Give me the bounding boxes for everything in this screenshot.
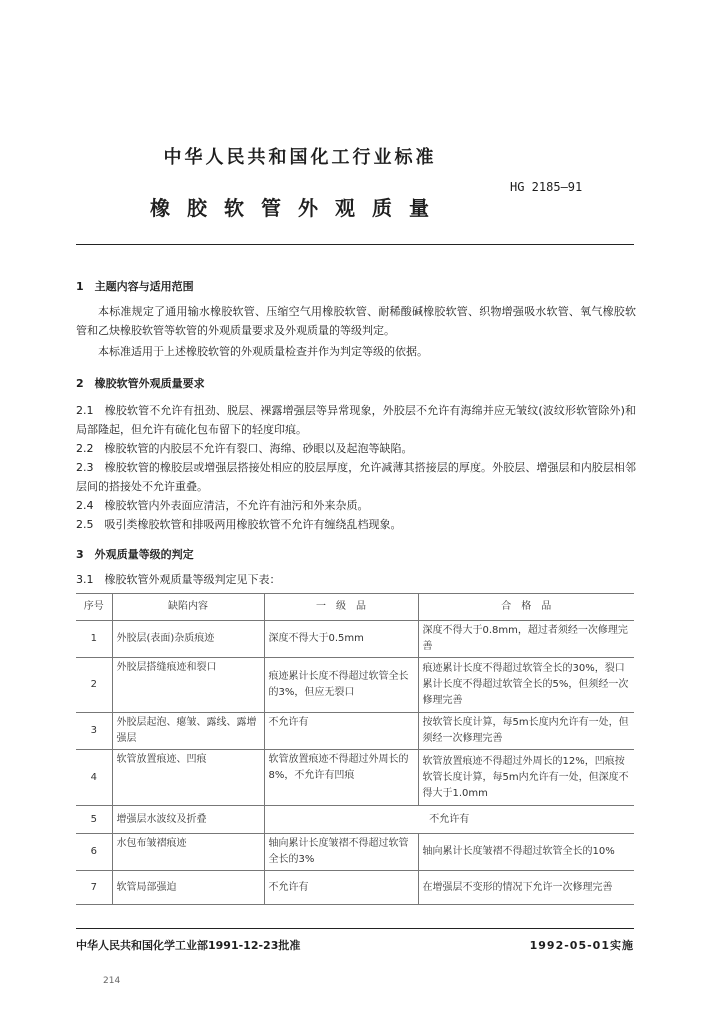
clause-2-3: 2.3 橡胶软管的橡胶层或增强层搭接处相应的胶层厚度，允许减薄其搭接层的厚度。外胶层、增强层和内胶层相邻层间的搭接处不允许重叠。 [76,461,636,493]
header-first-grade: 一 级 品 [264,594,418,621]
row-first-grade: 不允许有 [264,713,418,750]
row-defect: 水包布皱褶痕迹 [112,834,264,871]
section-1-paragraph-1: 本标准规定了通用输水橡胶软管、压缩空气用橡胶软管、耐稀酸碱橡胶软管、织物增强吸水软管、氧气橡胶软管和乙炔橡胶软管等软管的外观质量要求及外观质量的等级判定。 [76,305,636,337]
row-first-grade: 深度不得大于0.5mm [264,621,418,658]
table-row [76,621,634,658]
implementation-date: 1992-05-01实施 [529,939,634,952]
row-qualified: 深度不得大于0.8mm，超过者须经一次修理完善 [418,621,634,658]
approval-line: 中华人民共和国化学工业部1991-12-23批准 [76,939,301,952]
document-title: 橡胶软管外观质量 [150,196,446,220]
row-qualified: 软管放置痕迹不得超过外周长的12%，凹痕按软管长度计算，每5m内允许有一处，但深度不得大于1.0mm [418,750,634,806]
section-1-paragraph-2: 本标准适用于上述橡胶软管的外观质量检查并作为判定等级的依据。 [98,345,428,358]
row-qualified: 痕迹累计长度不得超过软管全长的30%，裂口累计长度不得超过软管全长的5%，但须经一次修理完善 [418,658,634,713]
clause-2-2: 2.2 橡胶软管的内胶层不允许有裂口、海绵、砂眼以及起泡等缺陷。 [76,442,413,455]
row-number: 7 [76,871,112,905]
section-3-heading: 3 外观质量等级的判定 [76,548,194,561]
row-first-grade: 轴向累计长度皱褶不得超过软管全长的3% [264,834,418,871]
section-1-heading: 1 主题内容与适用范围 [76,280,194,293]
header-no: 序号 [76,594,112,621]
row-defect: 软管局部强迫 [112,871,264,905]
header-defect: 缺陷内容 [112,594,264,621]
row-defect: 软管放置痕迹、凹痕 [112,750,264,806]
table-row [76,713,634,750]
clause-3-1: 3.1 橡胶软管外观质量等级判定见下表： [76,573,281,586]
grade-table [76,593,634,905]
row-number: 2 [76,658,112,713]
table-row [76,834,634,871]
header-qualified: 合 格 品 [418,594,634,621]
footer-divider [76,928,634,929]
row-defect: 外胶层起泡、瘪皱、露线、露增强层 [112,713,264,750]
row-qualified: 轴向累计长度皱褶不得超过软管全长的10% [418,834,634,871]
row-number: 6 [76,834,112,871]
row-defect: 增强层水波纹及折叠 [112,806,264,834]
clause-2-5: 2.5 吸引类橡胶软管和排吸两用橡胶软管不允许有缠绕乱档现象。 [76,518,402,531]
row-number: 3 [76,713,112,750]
clause-2-4: 2.4 橡胶软管内外表面应清洁，不允许有油污和外来杂质。 [76,499,369,512]
row-first-grade: 软管放置痕迹不得超过外周长的8%，不允许有凹痕 [264,750,418,806]
standard-number: HG 2185—91 [510,180,583,194]
clause-2-1: 2.1 橡胶软管不允许有扭劲、脱层、裸露增强层等异常现象，外胶层不允许有海绵并应无皱纹(波纹形软管除外)和局部隆起，但允许有硫化包布留下的轻度印痕。 [76,404,636,436]
row-qualified: 在增强层不变形的情况下允许一次修理完善 [418,871,634,905]
row-first-grade: 不允许有 [264,871,418,905]
row-merged-requirement: 不允许有 [264,806,634,834]
table-header-row [76,594,634,621]
row-number: 5 [76,806,112,834]
row-number: 4 [76,750,112,806]
table-row [76,806,634,834]
row-qualified: 按软管长度计算，每5m长度内允许有一处，但须经一次修理完善 [418,713,634,750]
page-number: 214 [103,976,121,986]
table-row [76,871,634,905]
header-divider [76,244,634,245]
table-row [76,750,634,806]
row-defect: 外胶层搭缝痕迹和裂口 [112,658,264,713]
row-number: 1 [76,621,112,658]
section-2-heading: 2 橡胶软管外观质量要求 [76,377,205,390]
row-defect: 外胶层(表面)杂质痕迹 [112,621,264,658]
standard-title: 中华人民共和国化工行业标准 [163,147,437,168]
table-row [76,658,634,713]
row-first-grade: 痕迹累计长度不得超过软管全长的3%，但应无裂口 [264,658,418,713]
